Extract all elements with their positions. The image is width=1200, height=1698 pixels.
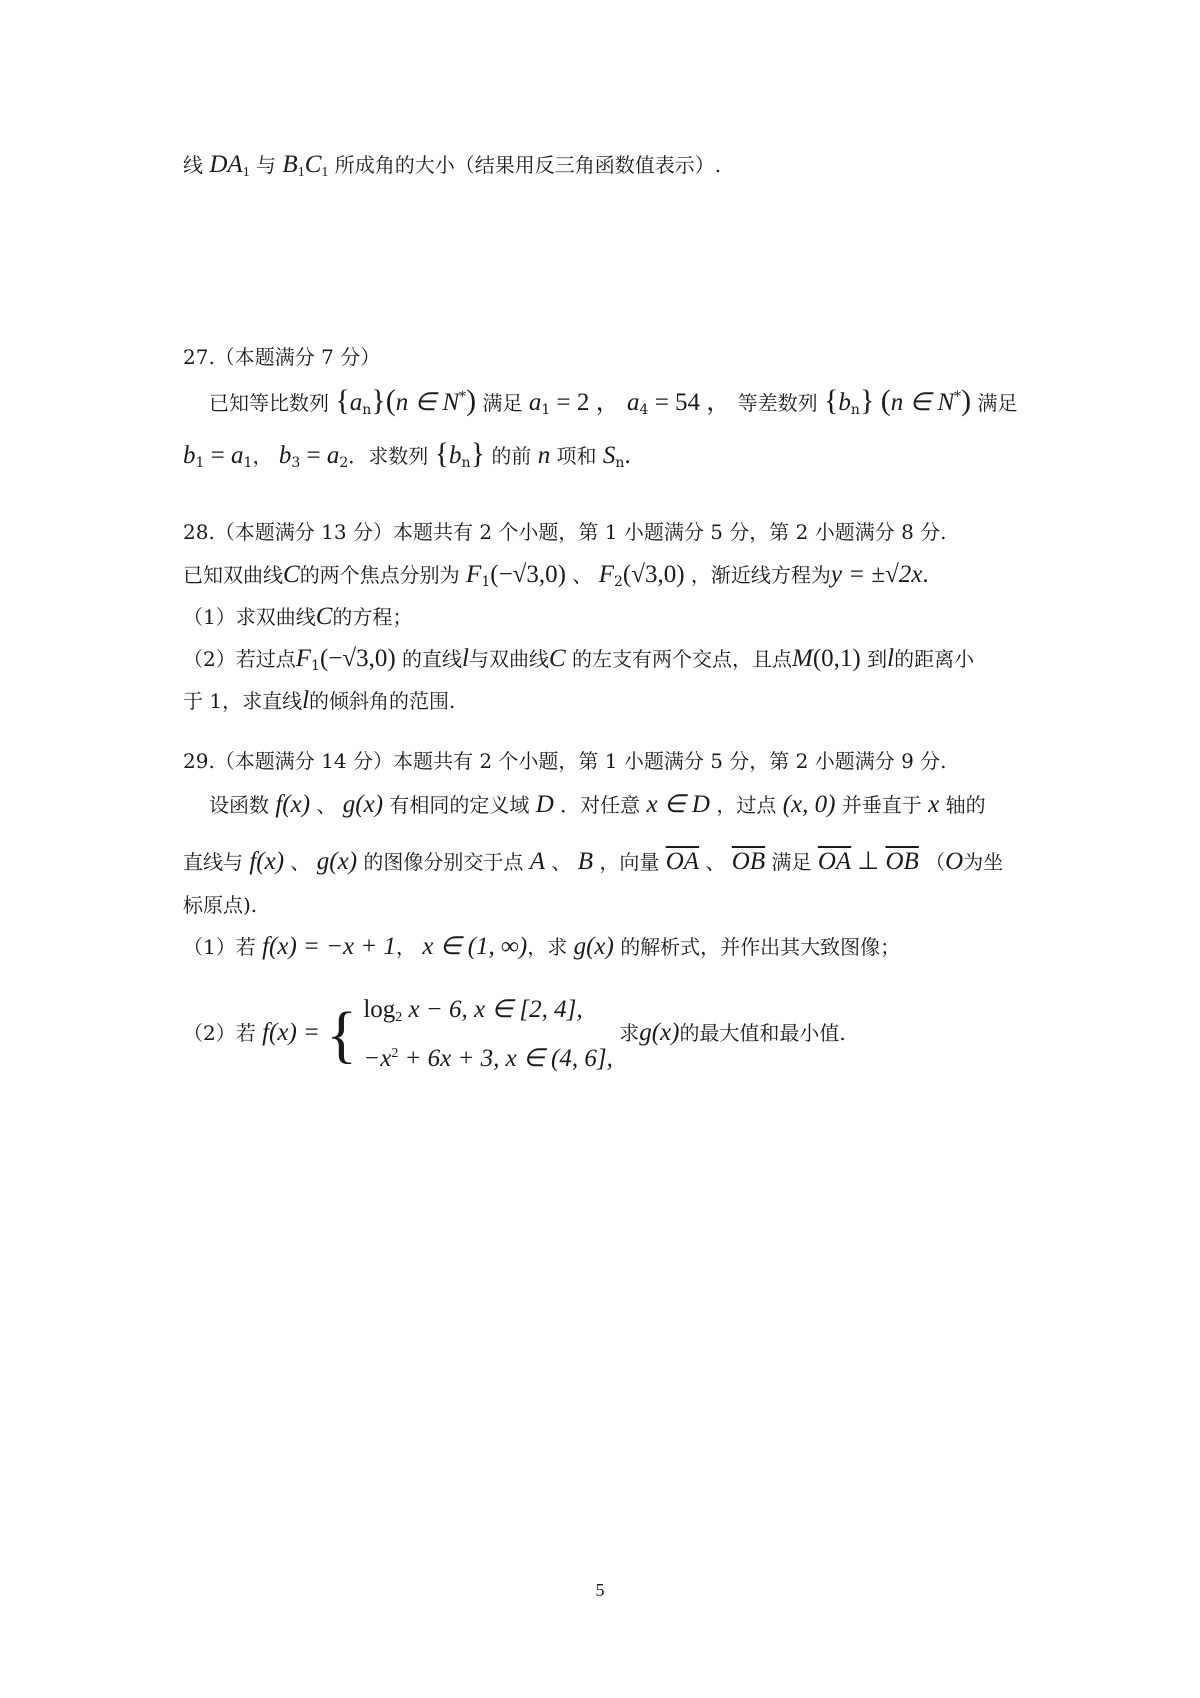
q29-subquestion-1: （1）若 f(x) = −x + 1， x ∈ (1, ∞)，求 g(x) 的解析式，并作出其大致图像； <box>183 933 901 960</box>
q28-paragraph-1: 已知双曲线C的两个焦点分别为 $F_1(-√3,0)$ 、 $F_2(√3,0)$ ，渐近线方程为y = ±√2x. <box>183 561 929 590</box>
q28-subquestion-1: （1）求双曲线C的方程； <box>183 603 413 630</box>
page-number: 5 <box>595 1580 605 1600</box>
q29-header: 29.（本题满分 14 分）本题共有 2 个小题，第 1 小题满分 5 分，第 2 小题满分 9 分. <box>183 749 947 773</box>
q28-subquestion-2-cont: 于 1，求直线l的倾斜角的范围. <box>183 687 456 714</box>
q29-paragraph-2: 直线与 f(x) 、 g(x) 的图像分别交于点 A 、 B ，向量 $\overline{OA}$ 、 $\overline{OB}$ 满足 $\overline{OA}$ ⊥ $\overline{OB}$ （O为坐 <box>183 848 1004 875</box>
q27-paragraph-1: 已知等比数列 $\{a_n\}(n$ ∈ N*) 满足 $a_1 = 2$ ， $a_4 = 54$ ， 等差数列 $\{b_n\}$ (n ∈ N*) 满足 <box>209 384 1018 418</box>
q29-paragraph-3: 标原点). <box>183 893 258 917</box>
q27-paragraph-2: $b_1 = a_1$， $b_3 = a_2$．求数列 $\{b_n\}$ 的前 n 项和 $S_n$. <box>183 437 631 471</box>
q26-line: 线 $DA_1$ 与 $B_1C_1$ 所成角的大小（结果用反三角函数值表示）. <box>183 151 722 180</box>
q29-paragraph-1: 设函数 f(x) 、 g(x) 有相同的定义域 D ．对任意 x ∈ D ，过点 (x, 0) 并垂直于 x 轴的 <box>209 791 986 818</box>
q28-subquestion-2: （2）若过点$F_1(-√3,0)$ 的直线l与双曲线C 的左支有两个交点，且点M(0,1) 到l的距离小 <box>183 645 975 674</box>
q29-subquestion-2: （2）若 f(x) = { $\log_2 x - 6$, x ∈ [2, 4], $-x^2 + 6x + 3$, x ∈ (4, 6], 求g(x)的最大值和最小值. <box>183 996 846 1072</box>
q27-header: 27.（本题满分 7 分） <box>183 345 381 369</box>
q28-header: 28.（本题满分 13 分）本题共有 2 个小题，第 1 小题满分 5 分，第 2 小题满分 8 分. <box>183 520 947 544</box>
